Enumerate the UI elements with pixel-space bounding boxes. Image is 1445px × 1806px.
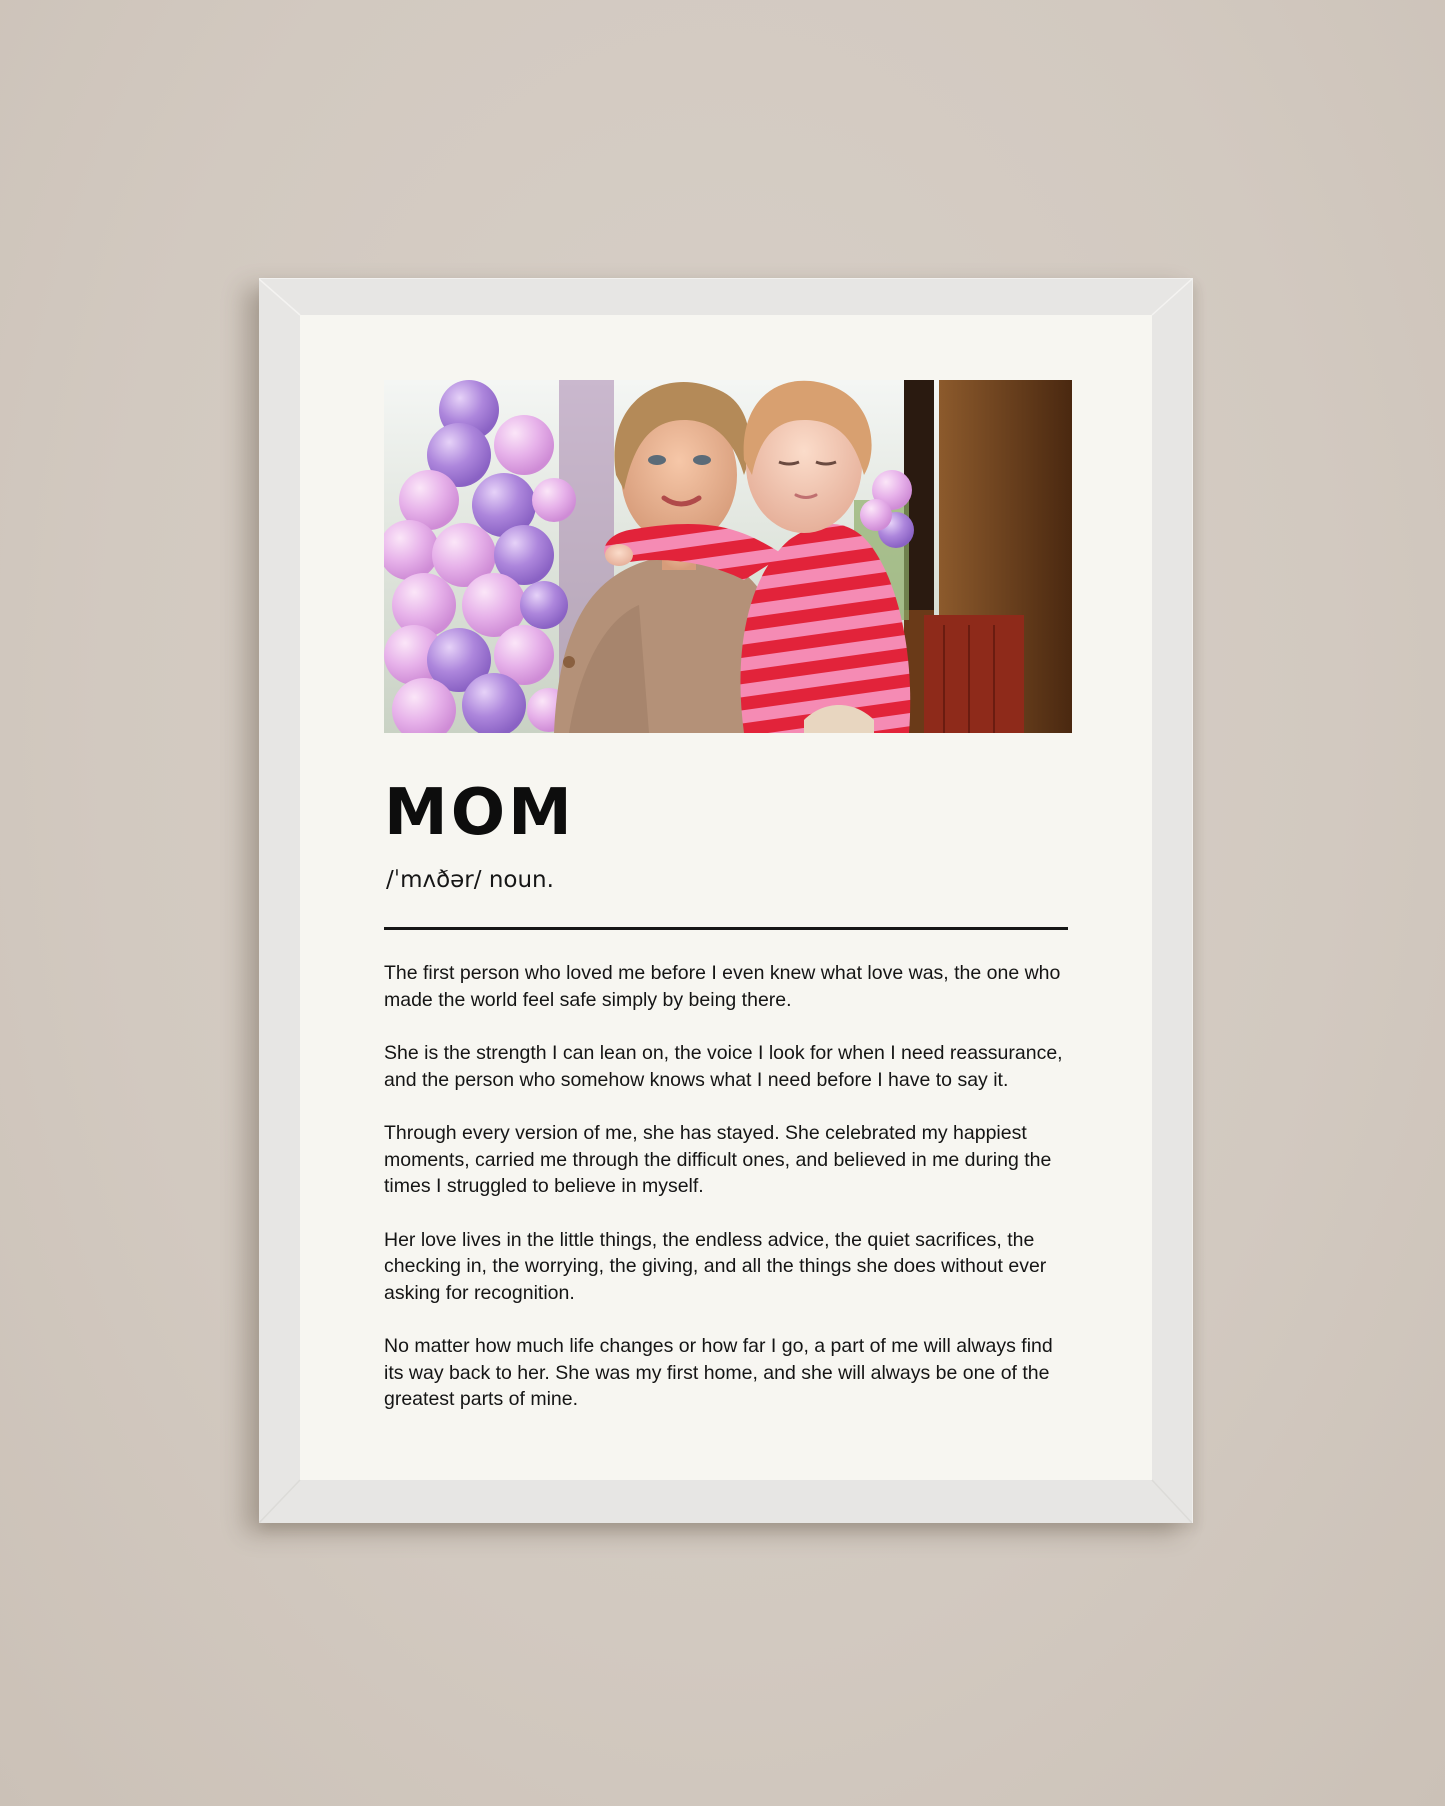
- poster-mat: [300, 315, 1152, 1480]
- definition-paragraph: She is the strength I can lean on, the voice I look for when I need reassurance, and the person who somehow knows what I need before I have to say it.: [384, 1042, 1063, 1091]
- mother-daughter-photo: [384, 380, 1072, 733]
- pronunciation: /ˈmʌðər/ noun.: [386, 867, 554, 893]
- definition-text: [384, 960, 1074, 1440]
- poster-title: MOM: [384, 776, 575, 850]
- definition-paragraph: No matter how much life changes or how far I go, a part of me will always find its way back to her. She was my first home, and she will always be one of the greatest parts of mine.: [384, 1335, 1053, 1410]
- picture-frame: [259, 278, 1193, 1523]
- definition-paragraph: Her love lives in the little things, the endless advice, the quiet sacrifices, the checking in, the worrying, the giving, and all the things she does without ever asking for recognition.: [384, 1228, 1047, 1304]
- definition-paragraph: The first person who loved me before I even knew what love was, the one who made the world feel safe simply by being there.: [384, 962, 1061, 1011]
- divider-line: [384, 927, 1068, 930]
- definition-paragraph: Through every version of me, she has stayed. She celebrated my happiest moments, carried me through the difficult ones, and believed in me during the times I struggled to believe in myself.: [384, 1122, 1052, 1197]
- photo-illustration: [384, 380, 1072, 733]
